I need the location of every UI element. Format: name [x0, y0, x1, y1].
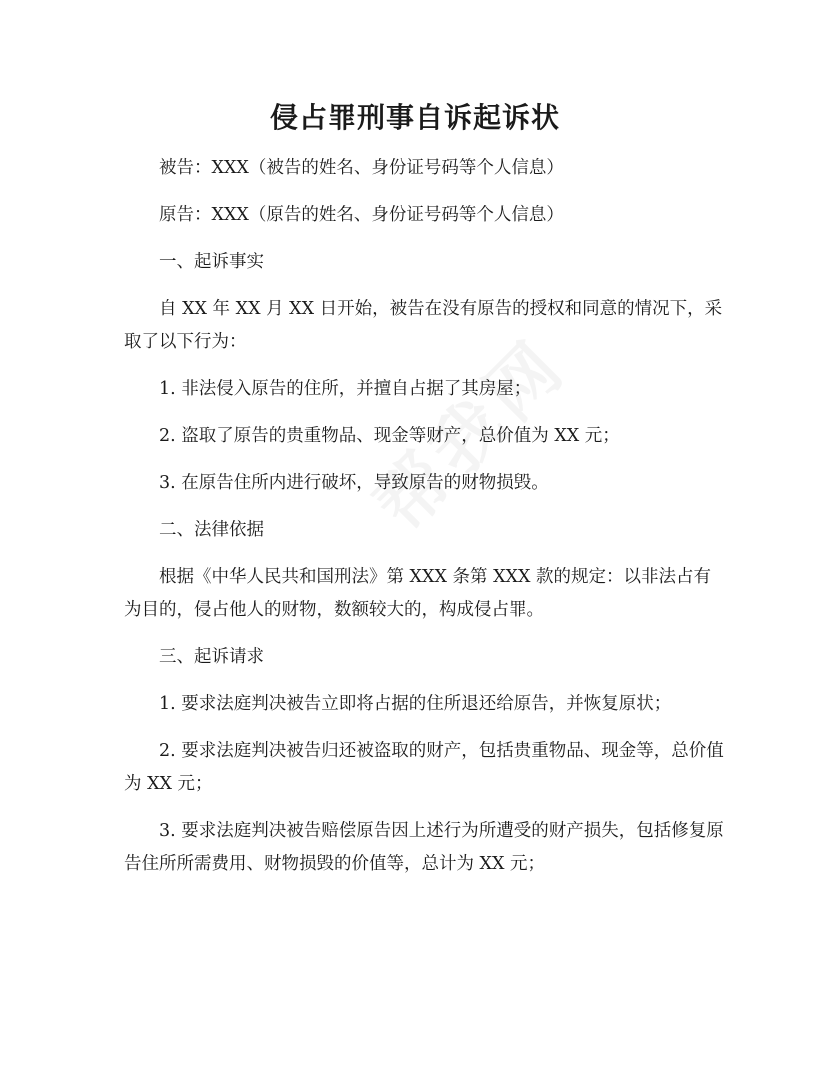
section-heading-facts: 一、起诉事实	[159, 252, 264, 272]
facts-intro: 自 XX 年 XX 月 XX 日开始，被告在没有原告的授权和同意的情况下，采取了以下行为：	[124, 299, 723, 352]
fact-item-2: 2. 盗取了原告的贵重物品、现金等财产，总价值为 XX 元；	[159, 426, 620, 446]
claim-item-1: 1. 要求法庭判决被告立即将占据的住所退还给原告，并恢复原状；	[159, 694, 672, 714]
section-heading-claims: 三、起诉请求	[159, 647, 264, 667]
document-title: 侵占罪刑事自诉起诉状	[269, 101, 560, 134]
fact-item-3: 3. 在原告住所内进行破坏，导致原告的财物损毁。	[159, 473, 549, 493]
fact-item-1: 1. 非法侵入原告的住所，并擅自占据了其房屋；	[159, 379, 532, 399]
defendant-info: 被告：XXX（被告的姓名、身份证号码等个人信息）	[159, 158, 564, 178]
claim-item-2: 2. 要求法庭判决被告归还被盗取的财产，包括贵重物品、现金等，总价值为 XX 元；	[124, 741, 724, 794]
legal-basis-text: 根据《中华人民共和国刑法》第 XXX 条第 XXX 款的规定：以非法占有为目的，侵占他人的财物，数额较大的，构成侵占罪。	[124, 567, 711, 620]
section-heading-legal-basis: 二、法律依据	[159, 520, 264, 540]
plaintiff-info: 原告：XXX（原告的姓名、身份证号码等个人信息）	[159, 205, 564, 225]
claim-item-3: 3. 要求法庭判决被告赔偿原告因上述行为所遭受的财产损失，包括修复原告住所所需费用、财物损毁的价值等，总计为 XX 元；	[124, 821, 724, 874]
document-body	[124, 152, 724, 895]
